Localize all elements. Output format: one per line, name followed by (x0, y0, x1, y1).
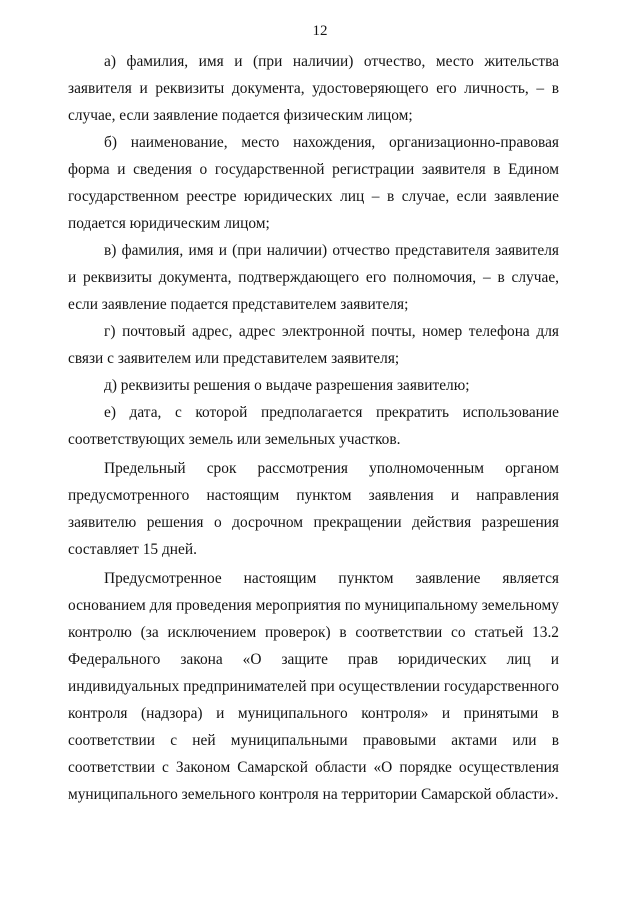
paragraph-b: б) наименование, место нахождения, организационно-правовая форма и сведения о государственной регистрации заявителя в Едином государственном реестре юридических лиц – в случае, если заявление подается юридическим лицом; (68, 134, 559, 232)
paragraph-e: е) дата, с которой предполагается прекратить использование соответствующих земель или земельных участков. (68, 404, 559, 448)
document-body (68, 48, 559, 808)
paragraph-v: в) фамилия, имя и (при наличии) отчество представителя заявителя и реквизиты документа, подтверждающего его полномочия, – в случае, если заявление подается представителем заявителя; (68, 242, 559, 313)
paragraph-d: д) реквизиты решения о выдаче разрешения заявителю; (104, 377, 470, 394)
paragraph-basis: Предусмотренное настоящим пунктом заявление является основанием для проведения мероприятия по муниципальному земельному контролю (за исключением проверок) в соответствии со статьей 13.2 Федерального закона «О защите прав юридических лиц и индивидуальных предпринимателей при осуществлении государственного контроля (надзора) и муниципального контроля» и принятыми в соответствии с ней муниципальными правовыми актами или в соответствии с Законом Самарской области «О порядке осуществления муниципального земельного контроля на территории Самарской области». (68, 570, 559, 803)
paragraph-g: г) почтовый адрес, адрес электронной почты, номер телефона для связи с заявителем или представителем заявителя; (68, 323, 559, 367)
paragraph-a: а) фамилия, имя и (при наличии) отчество, место жительства заявителя и реквизиты документа, удостоверяющего его личность, – в случае, если заявление подается физическим лицом; (68, 53, 559, 124)
paragraph-deadline: Предельный срок рассмотрения уполномоченным органом предусмотренного настоящим пунктом заявления и направления заявителю решения о досрочном прекращении действия разрешения составляет 15 дней. (68, 460, 559, 558)
page-number: 12 (312, 23, 328, 39)
